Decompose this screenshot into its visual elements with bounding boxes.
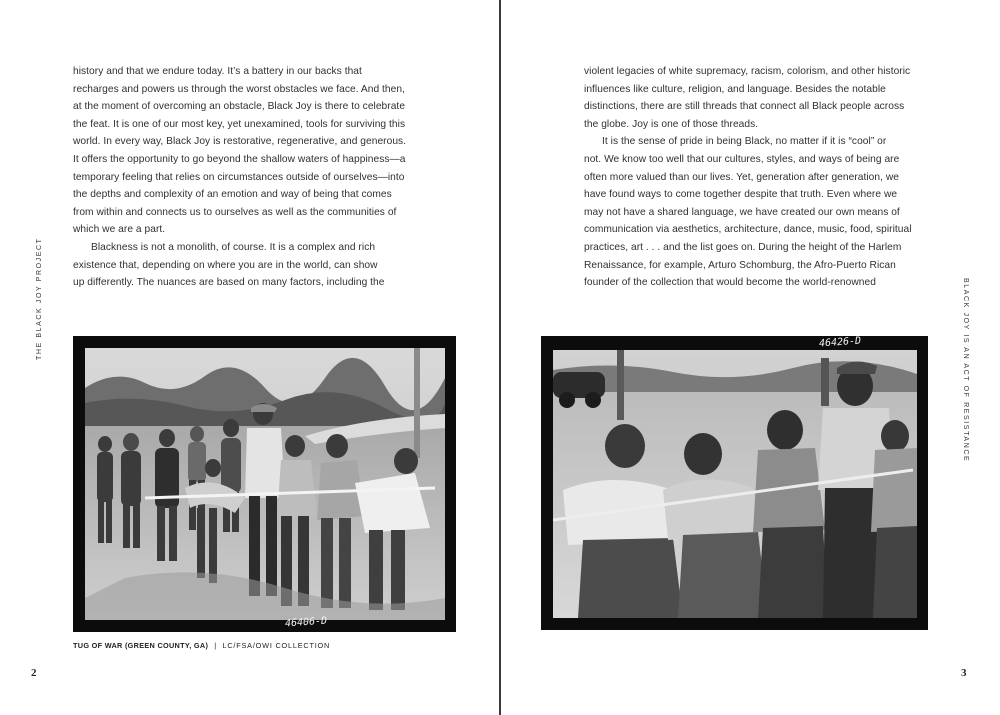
text-line: practices, art . . . and the list goes on. During the height of the Harlem (584, 241, 902, 253)
right-page (501, 0, 1000, 715)
text-line: founder of the collection that would become the world-renowned (584, 277, 876, 289)
text-line: It is the sense of pride in being Black, no matter if it is “cool” or (602, 136, 887, 148)
text-line: the depths and complexity of an emotion and way of being that comes (73, 189, 392, 201)
photo-illustration (553, 350, 917, 618)
left-paragraph-2 (73, 239, 423, 292)
text-line: recharges and powers us through the worst obstacles we face. And then, (73, 83, 405, 95)
text-line: which we are a part. (73, 224, 166, 236)
photo-image (85, 348, 445, 620)
right-paragraph-2 (584, 133, 934, 291)
text-line: violent legacies of white supremacy, racism, colorism, and other historic (584, 66, 911, 77)
page-number-left: 2 (31, 667, 37, 679)
photo-illustration (85, 348, 445, 620)
text-line: the feat. It is one of our most key, yet unexamined, tools for surviving this (73, 118, 406, 130)
text-line: world. In every way, Black Joy is restorative, regenerative, and generous. (73, 136, 407, 148)
negative-number-left: 46406-D (284, 615, 328, 630)
page-number-right: 3 (961, 667, 967, 679)
text-line: history and that we endure today. It’s a battery in our backs that (73, 66, 362, 77)
left-page (0, 0, 499, 715)
text-line: may not have a shared language, we have created our own means of (584, 206, 900, 218)
text-line: distinctions, there are still threads that connect all Black people across (584, 101, 905, 113)
tug-of-war-photo-left (73, 336, 456, 632)
photo-caption (73, 641, 330, 650)
text-line: Blackness is not a monolith, of course. It is a complex and rich (91, 241, 376, 253)
text-line: have found ways to come together despite that truth. Even where we (584, 189, 898, 201)
text-line: the globe. Joy is one of those threads. (584, 118, 759, 130)
left-paragraph-1 (73, 63, 423, 239)
negative-number-right: 46426-D (818, 335, 862, 350)
text-line: up differently. The nuances are based on many factors, including the (73, 277, 385, 289)
text-line: Renaissance, for example, Arturo Schomburg, the Afro-Puerto Rican (584, 259, 896, 271)
text-line: at the moment of overcoming an obstacle, Black Joy is there to celebrate (73, 101, 406, 113)
photo-image (553, 350, 917, 618)
text-line: existence that, depending on where you are in the world, can show (73, 259, 378, 271)
text-line: influences like culture, religion, and language. Besides the notable (584, 83, 886, 95)
text-line: often more valued than our lives. Yet, generation after generation, we (584, 171, 899, 183)
text-line: temporary feeling that relies on circumstances outside of ourselves—into (73, 171, 405, 183)
caption-title: TUG OF WAR (GREEN COUNTY, GA) (73, 641, 209, 650)
text-line: It offers the opportunity to go beyond the shallow waters of happiness—a (73, 153, 406, 165)
caption-credit: LC/FSA/OWI COLLECTION (222, 641, 331, 650)
tug-of-war-photo-right (541, 336, 928, 630)
left-body-text (73, 63, 423, 292)
running-head-left: THE BLACK JOY PROJECT (36, 237, 43, 360)
running-head-right: BLACK JOY IS AN ACT OF RESISTANCE (962, 278, 969, 463)
text-line: not. We know too well that our cultures, styles, and ways of being are (584, 153, 900, 165)
text-line: from within and connects us to ourselves as well as the communities of (73, 206, 397, 218)
right-body-text (584, 63, 934, 292)
text-line: communication via aesthetics, architecture, dance, music, food, spiritual (584, 224, 912, 236)
caption-separator: | (214, 641, 217, 650)
right-paragraph-1 (584, 63, 934, 133)
